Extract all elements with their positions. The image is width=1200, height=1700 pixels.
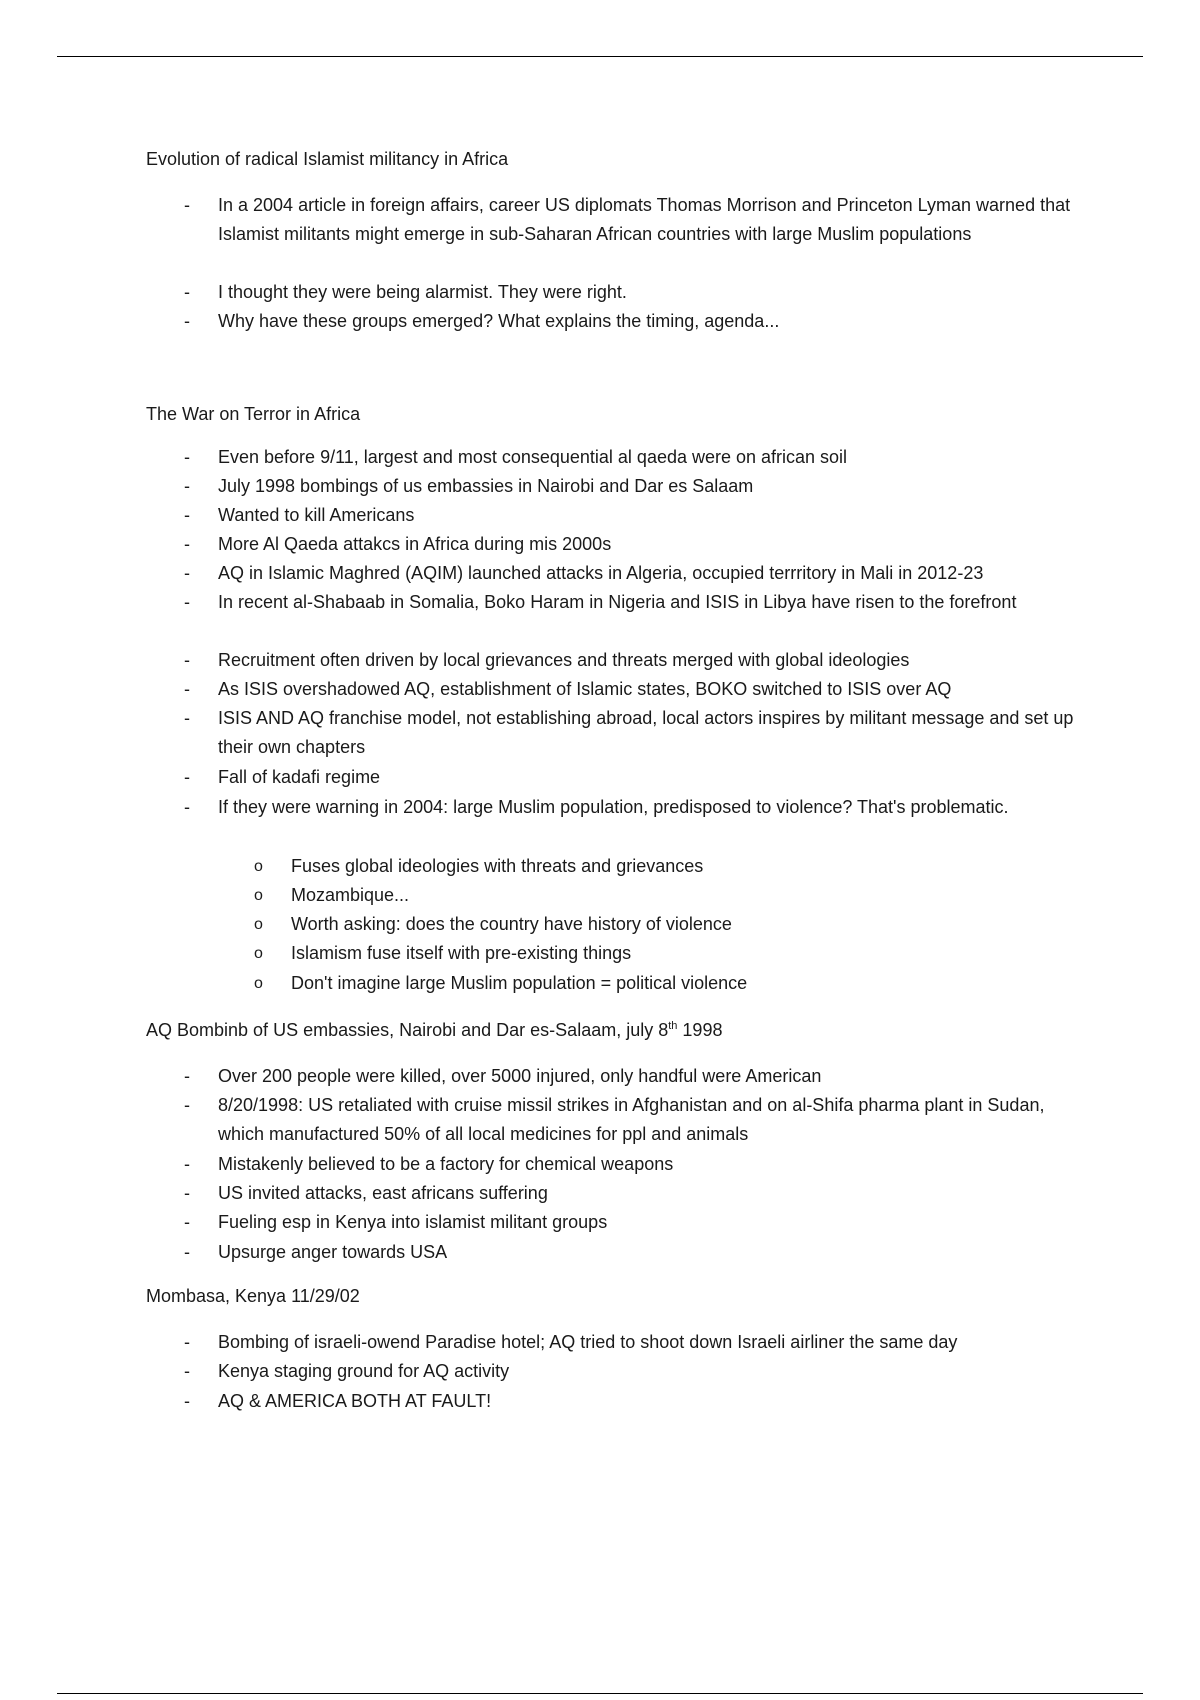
list-item [184,1357,1088,1386]
list-item-text: Wanted to kill Americans [218,505,415,525]
section-heading-year: 1998 [677,1020,723,1040]
list-item [184,763,1088,792]
dash-bullet-icon: - [184,1332,190,1352]
list-item-text: I thought they were being alarmist. They were right. [218,282,627,302]
dash-bullet-icon: - [184,476,190,496]
list-item [184,704,1088,762]
list-item-text: Upsurge anger towards USA [218,1242,448,1262]
dash-bullet-icon: - [184,1242,190,1262]
section-heading [146,1018,722,1042]
circle-bullet-icon: o [254,858,263,875]
sub-list-item-text: Islamism fuse itself with pre-existing things [291,943,632,963]
dash-bullet-icon: - [184,650,190,670]
section-heading: Mombasa, Kenya 11/29/02 [146,1286,360,1306]
list-item-text: Recruitment often driven by local grievances and threats merged with global ideologies [218,650,910,670]
list-item-text: ISIS AND AQ franchise model, not establishing abroad, local actors inspires by militant message and set up their own chapters [218,708,1074,757]
list-item [184,501,1088,530]
dash-bullet-icon: - [184,1183,190,1203]
dash-bullet-icon: - [184,311,190,331]
list-item [184,559,1088,588]
list-item-text: As ISIS overshadowed AQ, establishment of Islamic states, BOKO switched to ISIS over AQ [218,679,952,699]
list-item-text: AQ & AMERICA BOTH AT FAULT! [218,1391,492,1411]
dash-bullet-icon: - [184,1154,190,1174]
top-rule [57,56,1143,57]
sub-list-item-text: Fuses global ideologies with threats and grievances [291,856,704,876]
sub-list-item [254,910,1091,939]
list-item-text: Bombing of israeli-owend Paradise hotel; AQ tried to shoot down Israeli airliner the same day [218,1332,958,1352]
list-item [184,1328,1088,1357]
list-item-text: If they were warning in 2004: large Muslim population, predisposed to violence? That's problematic. [218,797,1009,817]
list-item [184,1150,1088,1179]
list-item-text: July 1998 bombings of us embassies in Nairobi and Dar es Salaam [218,476,754,496]
section-heading: Evolution of radical Islamist militancy in Africa [146,149,509,169]
dash-bullet-icon: - [184,1391,190,1411]
sub-list-item-text: Mozambique... [291,885,410,905]
sub-list-item [254,852,1091,881]
list-item [184,1238,1088,1267]
bottom-rule [57,1693,1143,1694]
dash-bullet-icon: - [184,534,190,554]
dash-bullet-icon: - [184,592,190,612]
list-item [184,443,1088,472]
dash-bullet-icon: - [184,1066,190,1086]
list-item [184,588,1088,617]
dash-bullet-icon: - [184,282,190,302]
list-item [184,191,1088,249]
list-item-text: US invited attacks, east africans suffering [218,1183,548,1203]
circle-bullet-icon: o [254,945,263,962]
list-item-text: Why have these groups emerged? What explains the timing, agenda... [218,311,780,331]
section-heading: The War on Terror in Africa [146,404,361,424]
dash-bullet-icon: - [184,1095,190,1115]
sub-list-item [254,881,1091,910]
list-item-text: AQ in Islamic Maghred (AQIM) launched attacks in Algeria, occupied terrritory in Mali in 2012-23 [218,563,984,583]
list-item-text: 8/20/1998: US retaliated with cruise missil strikes in Afghanistan and on al-Shifa pharma plant in Sudan, which manufactured 50% of all local medicines for ppl and animals [218,1095,1045,1144]
list-item [184,472,1088,501]
sub-list-item [254,969,1091,998]
dash-bullet-icon: - [184,563,190,583]
dash-bullet-icon: - [184,505,190,525]
list-item [184,530,1088,559]
sub-list-item-text: Don't imagine large Muslim population = political violence [291,973,748,993]
dash-bullet-icon: - [184,195,190,215]
dash-bullet-icon: - [184,767,190,787]
list-item-text: In recent al-Shabaab in Somalia, Boko Haram in Nigeria and ISIS in Libya have risen to the forefront [218,592,1017,612]
list-item-text: Mistakenly believed to be a factory for chemical weapons [218,1154,674,1174]
sub-list-item [254,939,1091,968]
list-item [184,675,1088,704]
list-item [184,1208,1088,1237]
dash-bullet-icon: - [184,708,190,728]
list-item [184,307,1088,336]
list-item-text: In a 2004 article in foreign affairs, career US diplomats Thomas Morrison and Princeton Lyman warned that Islamist militants might emerge in sub-Saharan African countries with large Muslim populations [218,195,1071,244]
section-heading-text: AQ Bombinb of US embassies, Nairobi and Dar es-Salaam, july 8 [146,1020,669,1040]
list-item-text: More Al Qaeda attakcs in Africa during mis 2000s [218,534,612,554]
list-item [184,1387,1088,1416]
dash-bullet-icon: - [184,797,190,817]
circle-bullet-icon: o [254,975,263,992]
list-item-text: Fueling esp in Kenya into islamist militant groups [218,1212,608,1232]
list-item [184,1091,1088,1149]
list-item [184,793,1088,822]
list-item [184,278,1088,307]
sub-list-item-text: Worth asking: does the country have history of violence [291,914,732,934]
list-item-text: Over 200 people were killed, over 5000 injured, only handful were American [218,1066,822,1086]
dash-bullet-icon: - [184,679,190,699]
heading-superscript: th [668,1020,678,1032]
dash-bullet-icon: - [184,1212,190,1232]
circle-bullet-icon: o [254,887,263,904]
list-item-text: Kenya staging ground for AQ activity [218,1361,510,1381]
list-item [184,1062,1088,1091]
list-item-text: Fall of kadafi regime [218,767,381,787]
dash-bullet-icon: - [184,447,190,467]
circle-bullet-icon: o [254,916,263,933]
list-item [184,1179,1088,1208]
list-item [184,646,1088,675]
dash-bullet-icon: - [184,1361,190,1381]
list-item-text: Even before 9/11, largest and most consequential al qaeda were on african soil [218,447,848,467]
